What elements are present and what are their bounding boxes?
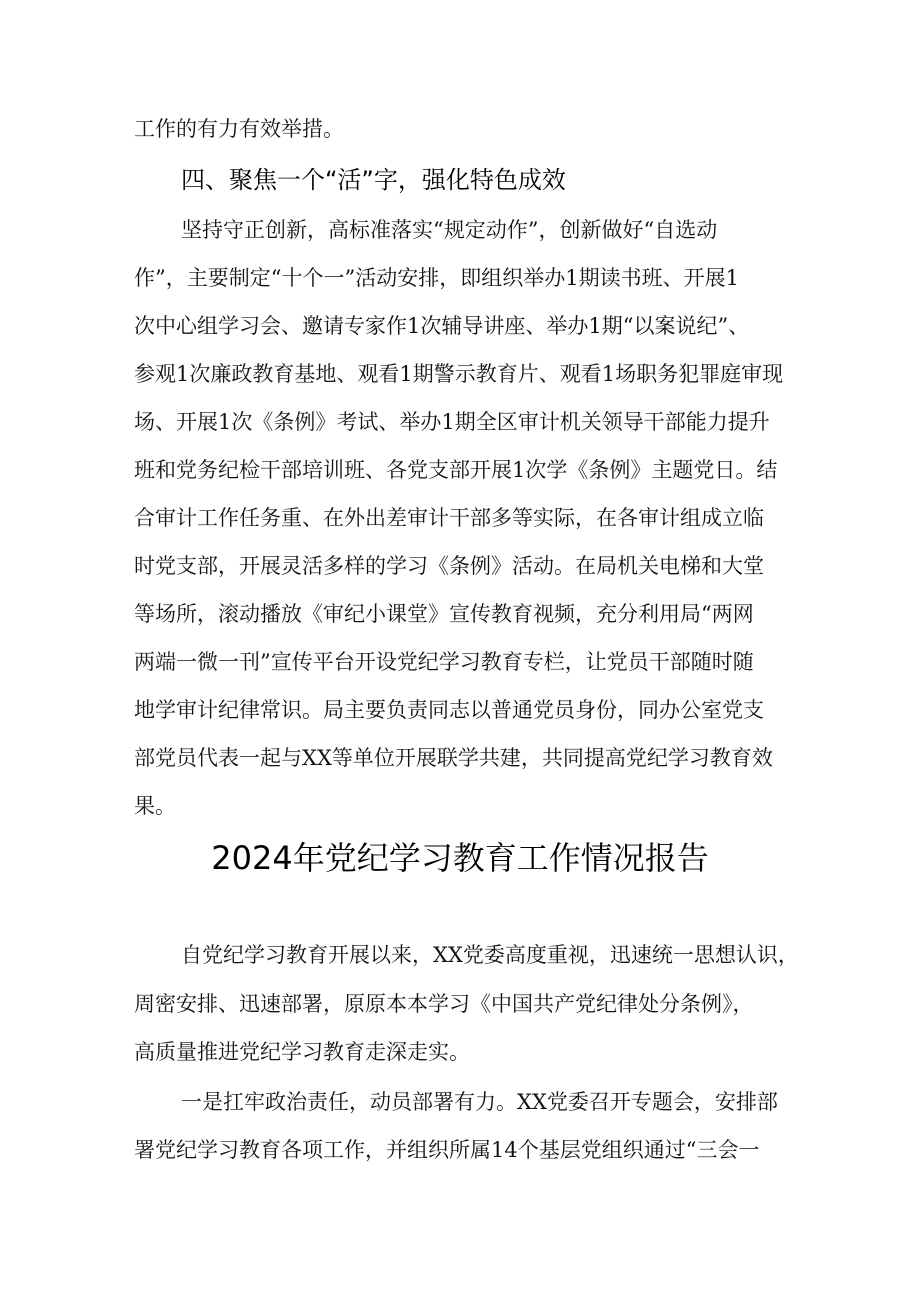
body-line: 班和党务纪检干部培训班、各党支部开展1次学《条例》主题党日。结 [134, 458, 778, 482]
report-title: 2024年党纪学习教育工作情况报告 [211, 839, 709, 877]
body-line: 合审计工作任务重、在外出差审计干部多等实际，在各审计组成立临 [134, 506, 764, 530]
body-line: 果。 [134, 794, 176, 818]
paragraph-tail-line: 工作的有力有效举措。 [134, 117, 344, 141]
body-line: 高质量推进党纪学习教育走深走实。 [134, 1040, 470, 1064]
body-line: 等场所，滚动播放《审纪小课堂》宣传教育视频，充分利用局“两网 [134, 602, 754, 626]
body-line: 周密安排、迅速部署，原原本本学习《中国共产党纪律处分条例》， [134, 992, 754, 1016]
body-line: 两端一微一刊”宣传平台开设党纪学习教育专栏，让党员干部随时随 [134, 650, 754, 674]
body-line: 自党纪学习教育开展以来，XX党委高度重视，迅速统一思想认识， [181, 943, 799, 967]
body-line: 作”，主要制定“十个一”活动安排，即组织举办1期读书班、开展1 [134, 266, 739, 290]
body-line: 次中心组学习会、邀请专家作1次辅导讲座、举办1期“以案说纪”、 [134, 314, 750, 338]
body-line: 坚持守正创新，高标准落实“规定动作”，创新做好“自选动 [181, 218, 718, 242]
body-line: 部党员代表一起与XX等单位开展联学共建，共同提高党纪学习教育效 [134, 746, 773, 770]
body-line: 时党支部，开展灵活多样的学习《条例》活动。在局机关电梯和大堂 [134, 554, 764, 578]
body-line: 署党纪学习教育各项工作，并组织所属14个基层党组织通过“三会一 [134, 1138, 760, 1162]
body-line: 一是扛牢政治责任，动员部署有力。XX党委召开专题会，安排部 [181, 1090, 778, 1114]
body-line: 参观1次廉政教育基地、观看1期警示教育片、观看1场职务犯罪庭审现 [134, 362, 784, 386]
body-line: 场、开展1次《条例》考试、举办1期全区审计机关领导干部能力提升 [134, 410, 770, 434]
body-line: 地学审计纪律常识。局主要负责同志以普通党员身份，同办公室党支 [134, 698, 764, 722]
section-heading: 四、聚焦一个“活”字，强化特色成效 [181, 166, 566, 194]
